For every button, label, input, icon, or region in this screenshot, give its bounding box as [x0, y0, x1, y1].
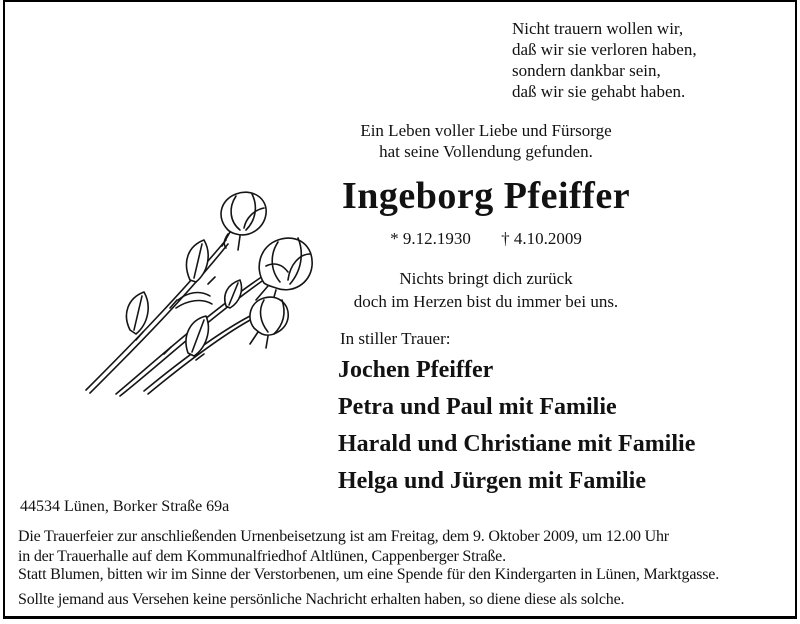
birth-date: * 9.12.1930: [390, 229, 471, 248]
mourner-name: Harald und Christiane mit Familie: [338, 431, 696, 457]
opening-verse-line: Nicht trauern wollen wir,: [512, 19, 684, 38]
mourners-list: [338, 358, 695, 506]
mourner-name: Helga und Jürgen mit Familie: [338, 468, 646, 494]
mourning-label: In stiller Trauer:: [340, 329, 451, 348]
opening-verse-line: sondern dankbar sein,: [512, 61, 661, 80]
mourner-name: Jochen Pfeiffer: [338, 357, 494, 383]
funeral-info: [18, 527, 669, 566]
memorial-verse-line: Nichts bringt dich zurück: [399, 269, 573, 288]
death-date: † 4.10.2009: [501, 229, 582, 248]
donation-note: Statt Blumen, bitten wir im Sinne der Verstorbenen, um eine Spende für den Kindergarten in Lünen, Marktgasse.: [18, 566, 720, 583]
opening-verse-line: daß wir sie verloren haben,: [512, 40, 697, 59]
intro-verse-line: hat seine Vollendung gefunden.: [379, 142, 593, 161]
intro-verse: [286, 120, 686, 162]
intro-verse-line: Ein Leben voller Liebe und Fürsorge: [360, 121, 612, 140]
memorial-verse-line: doch im Herzen bist du immer bei uns.: [353, 292, 619, 311]
mourner-name: Petra und Paul mit Familie: [338, 394, 617, 420]
funeral-info-line: Die Trauerfeier zur anschließenden Urnenbeisetzung ist am Freitag, dem 9. Oktober 2009, um 12.00 Uhr: [18, 528, 669, 545]
opening-verse-line: daß wir sie gehabt haben.: [512, 82, 686, 101]
memorial-verse: [236, 267, 736, 313]
deceased-name: Ingeborg Pfeiffer: [341, 175, 631, 217]
life-dates: [286, 229, 686, 249]
opening-verse: [512, 18, 697, 102]
address: 44534 Lünen, Borker Straße 69a: [20, 498, 230, 515]
notification-note: Sollte jemand aus Versehen keine persönliche Nachricht erhalten haben, so diene diese als solche.: [18, 591, 625, 608]
funeral-info-line: in der Trauerhalle auf dem Kommunalfriedhof Altlünen, Cappenberger Straße.: [18, 547, 506, 565]
